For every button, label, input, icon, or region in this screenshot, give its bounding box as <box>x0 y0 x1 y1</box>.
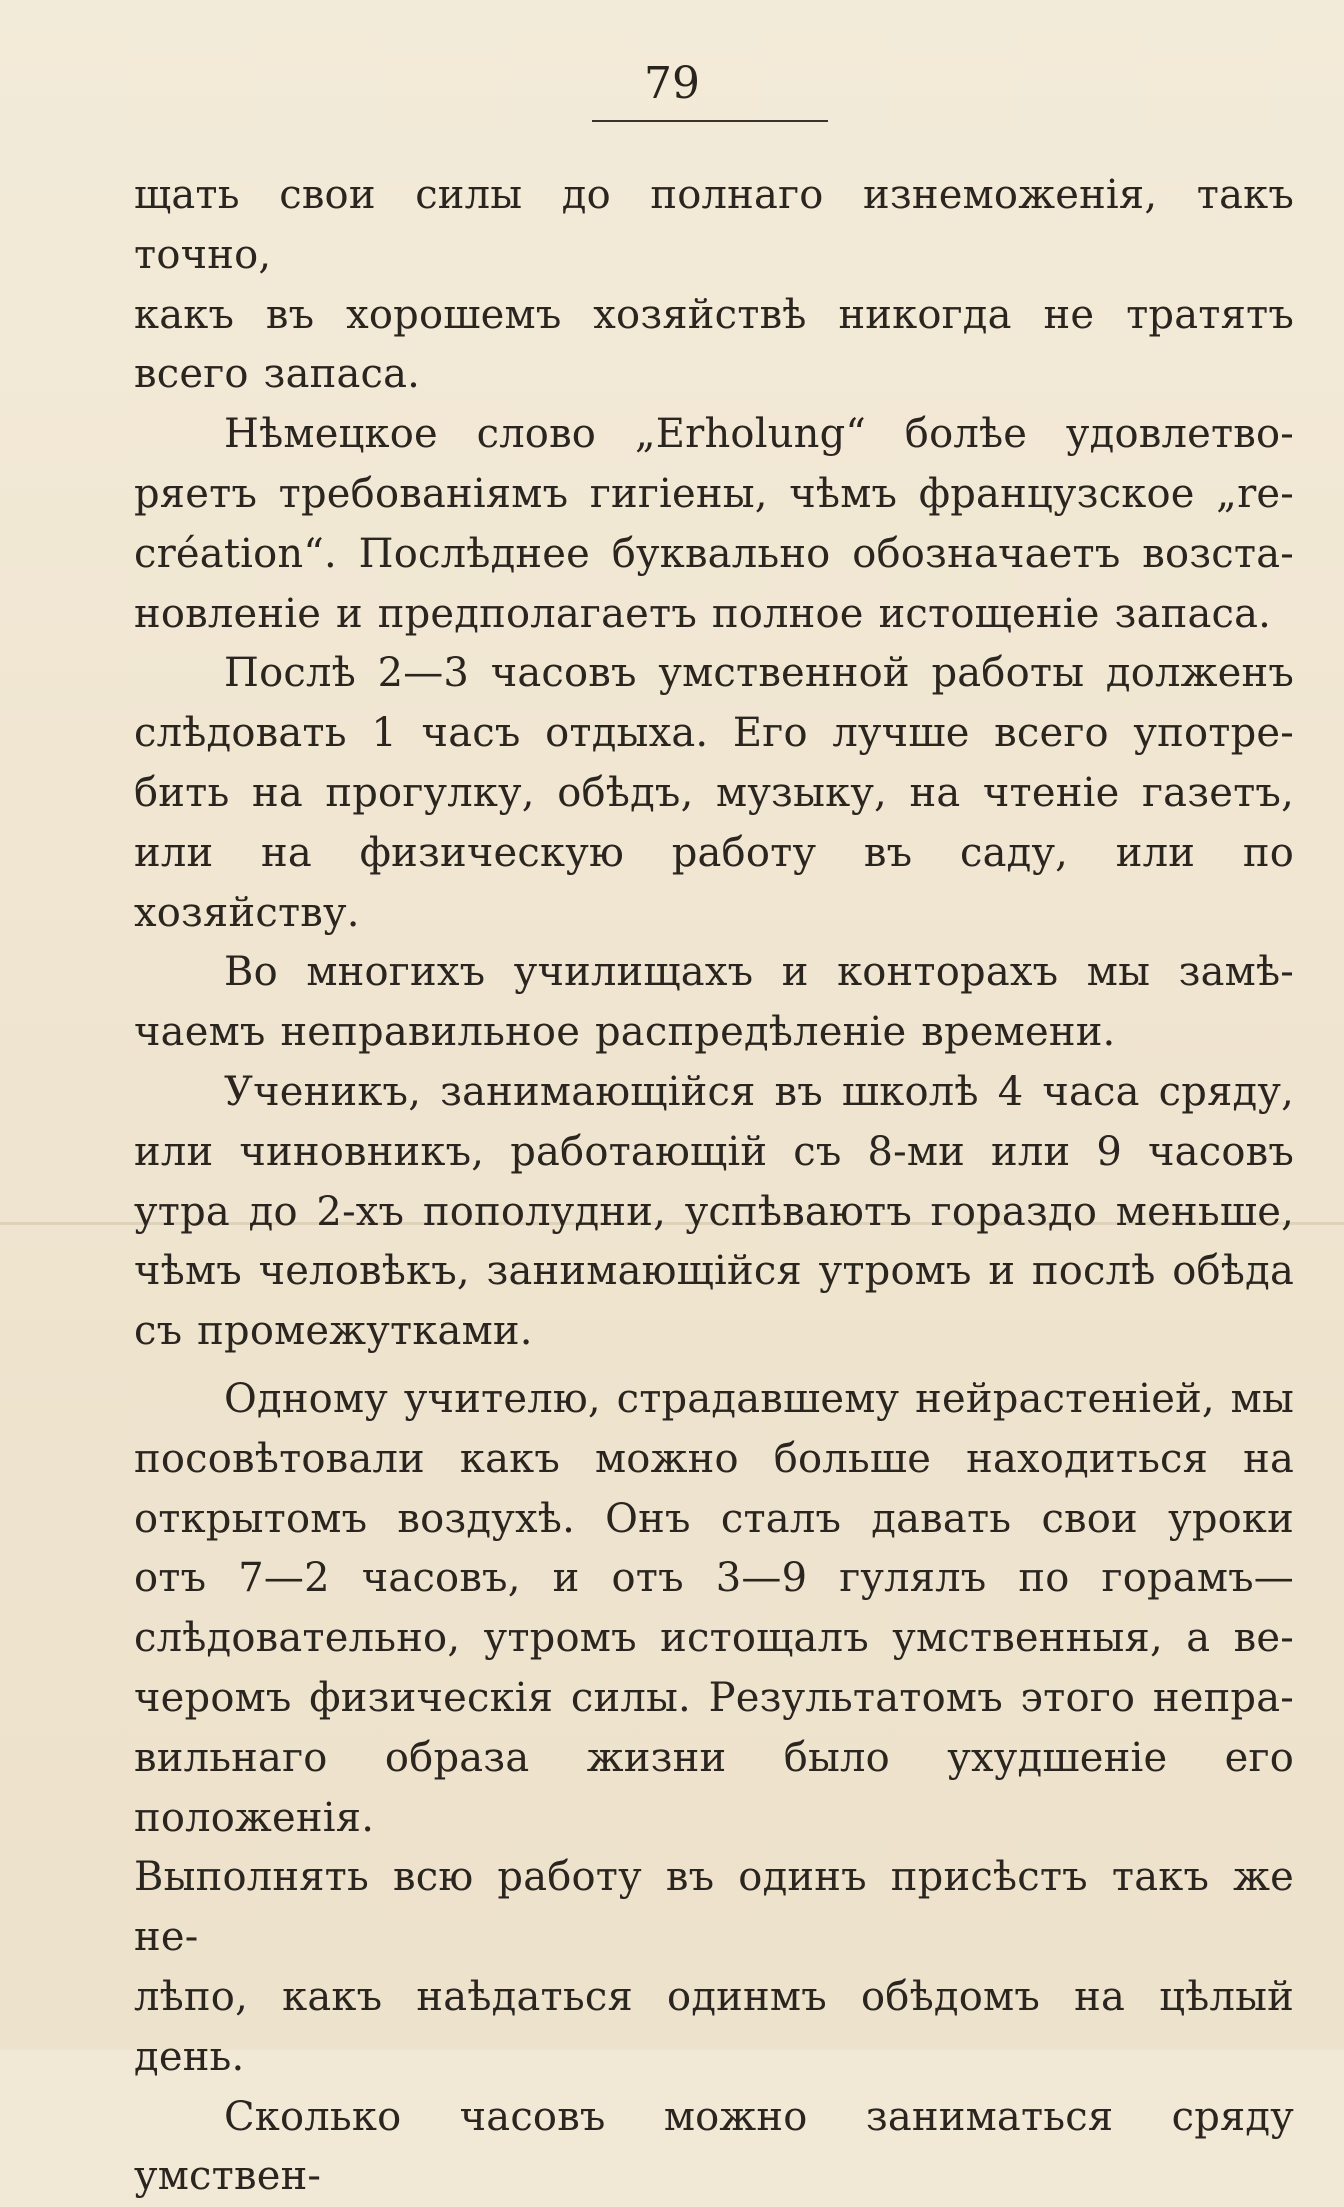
text-line: чаемъ неправильное распредѣленіе времени. <box>134 1003 1294 1063</box>
text-line: съ промежутками. <box>134 1302 1294 1362</box>
text-line: вильнаго образа жизни было ухудшеніе его положенія. <box>134 1729 1294 1849</box>
body-text <box>134 166 1294 2207</box>
page-number: 79 <box>0 58 1344 109</box>
text-line: Нѣмецкое слово „Erholung“ болѣе удовлетво- <box>134 405 1294 465</box>
header-rule <box>592 120 828 122</box>
text-line: Послѣ 2—3 часовъ умственной работы долженъ <box>134 644 1294 704</box>
text-line: какъ въ хорошемъ хозяйствѣ никогда не тратятъ <box>134 286 1294 346</box>
text-line: Одному учителю, страдавшему нейрастеніей, мы <box>134 1370 1294 1430</box>
text-line: отъ 7—2 часовъ, и отъ 3—9 гулялъ по горамъ— <box>134 1549 1294 1609</box>
text-line: или чиновникъ, работающій съ 8-ми или 9 часовъ <box>134 1123 1294 1183</box>
text-line: Сколько часовъ можно заниматься сряду умствен- <box>134 2088 1294 2207</box>
text-line: чѣмъ человѣкъ, занимающійся утромъ и послѣ обѣда <box>134 1242 1294 1302</box>
text-line: лѣпо, какъ наѣдаться одинмъ обѣдомъ на цѣлый день. <box>134 1968 1294 2088</box>
text-line: или на физическую работу въ саду, или по хозяйству. <box>134 824 1294 944</box>
text-line: открытомъ воздухѣ. Онъ сталъ давать свои уроки <box>134 1490 1294 1550</box>
text-line: Выполнять всю работу въ одинъ присѣстъ такъ же не- <box>134 1848 1294 1968</box>
text-line: Во многихъ училищахъ и конторахъ мы замѣ- <box>134 943 1294 1003</box>
text-line: всего запаса. <box>134 345 1294 405</box>
text-line: Ученикъ, занимающійся въ школѣ 4 часа сряду, <box>134 1063 1294 1123</box>
text-line: слѣдовательно, утромъ истощалъ умственныя, а ве- <box>134 1609 1294 1669</box>
text-line: посовѣтовали какъ можно больше находиться на <box>134 1430 1294 1490</box>
text-line: черомъ физическія силы. Результатомъ этого непра- <box>134 1669 1294 1729</box>
text-line: бить на прогулку, обѣдъ, музыку, на чтеніе газетъ, <box>134 764 1294 824</box>
text-line: щать свои силы до полнаго изнеможенія, такъ точно, <box>134 166 1294 286</box>
text-line: création“. Послѣднее буквально обозначаетъ возста- <box>134 525 1294 585</box>
text-line: утра до 2-хъ пополудни, успѣваютъ гораздо меньше, <box>134 1183 1294 1243</box>
text-line: новленіе и предполагаетъ полное истощеніе запаса. <box>134 585 1294 645</box>
text-line: слѣдовать 1 часъ отдыха. Его лучше всего употре- <box>134 704 1294 764</box>
text-line: ряетъ требованіямъ гигіены, чѣмъ французское „re- <box>134 465 1294 525</box>
